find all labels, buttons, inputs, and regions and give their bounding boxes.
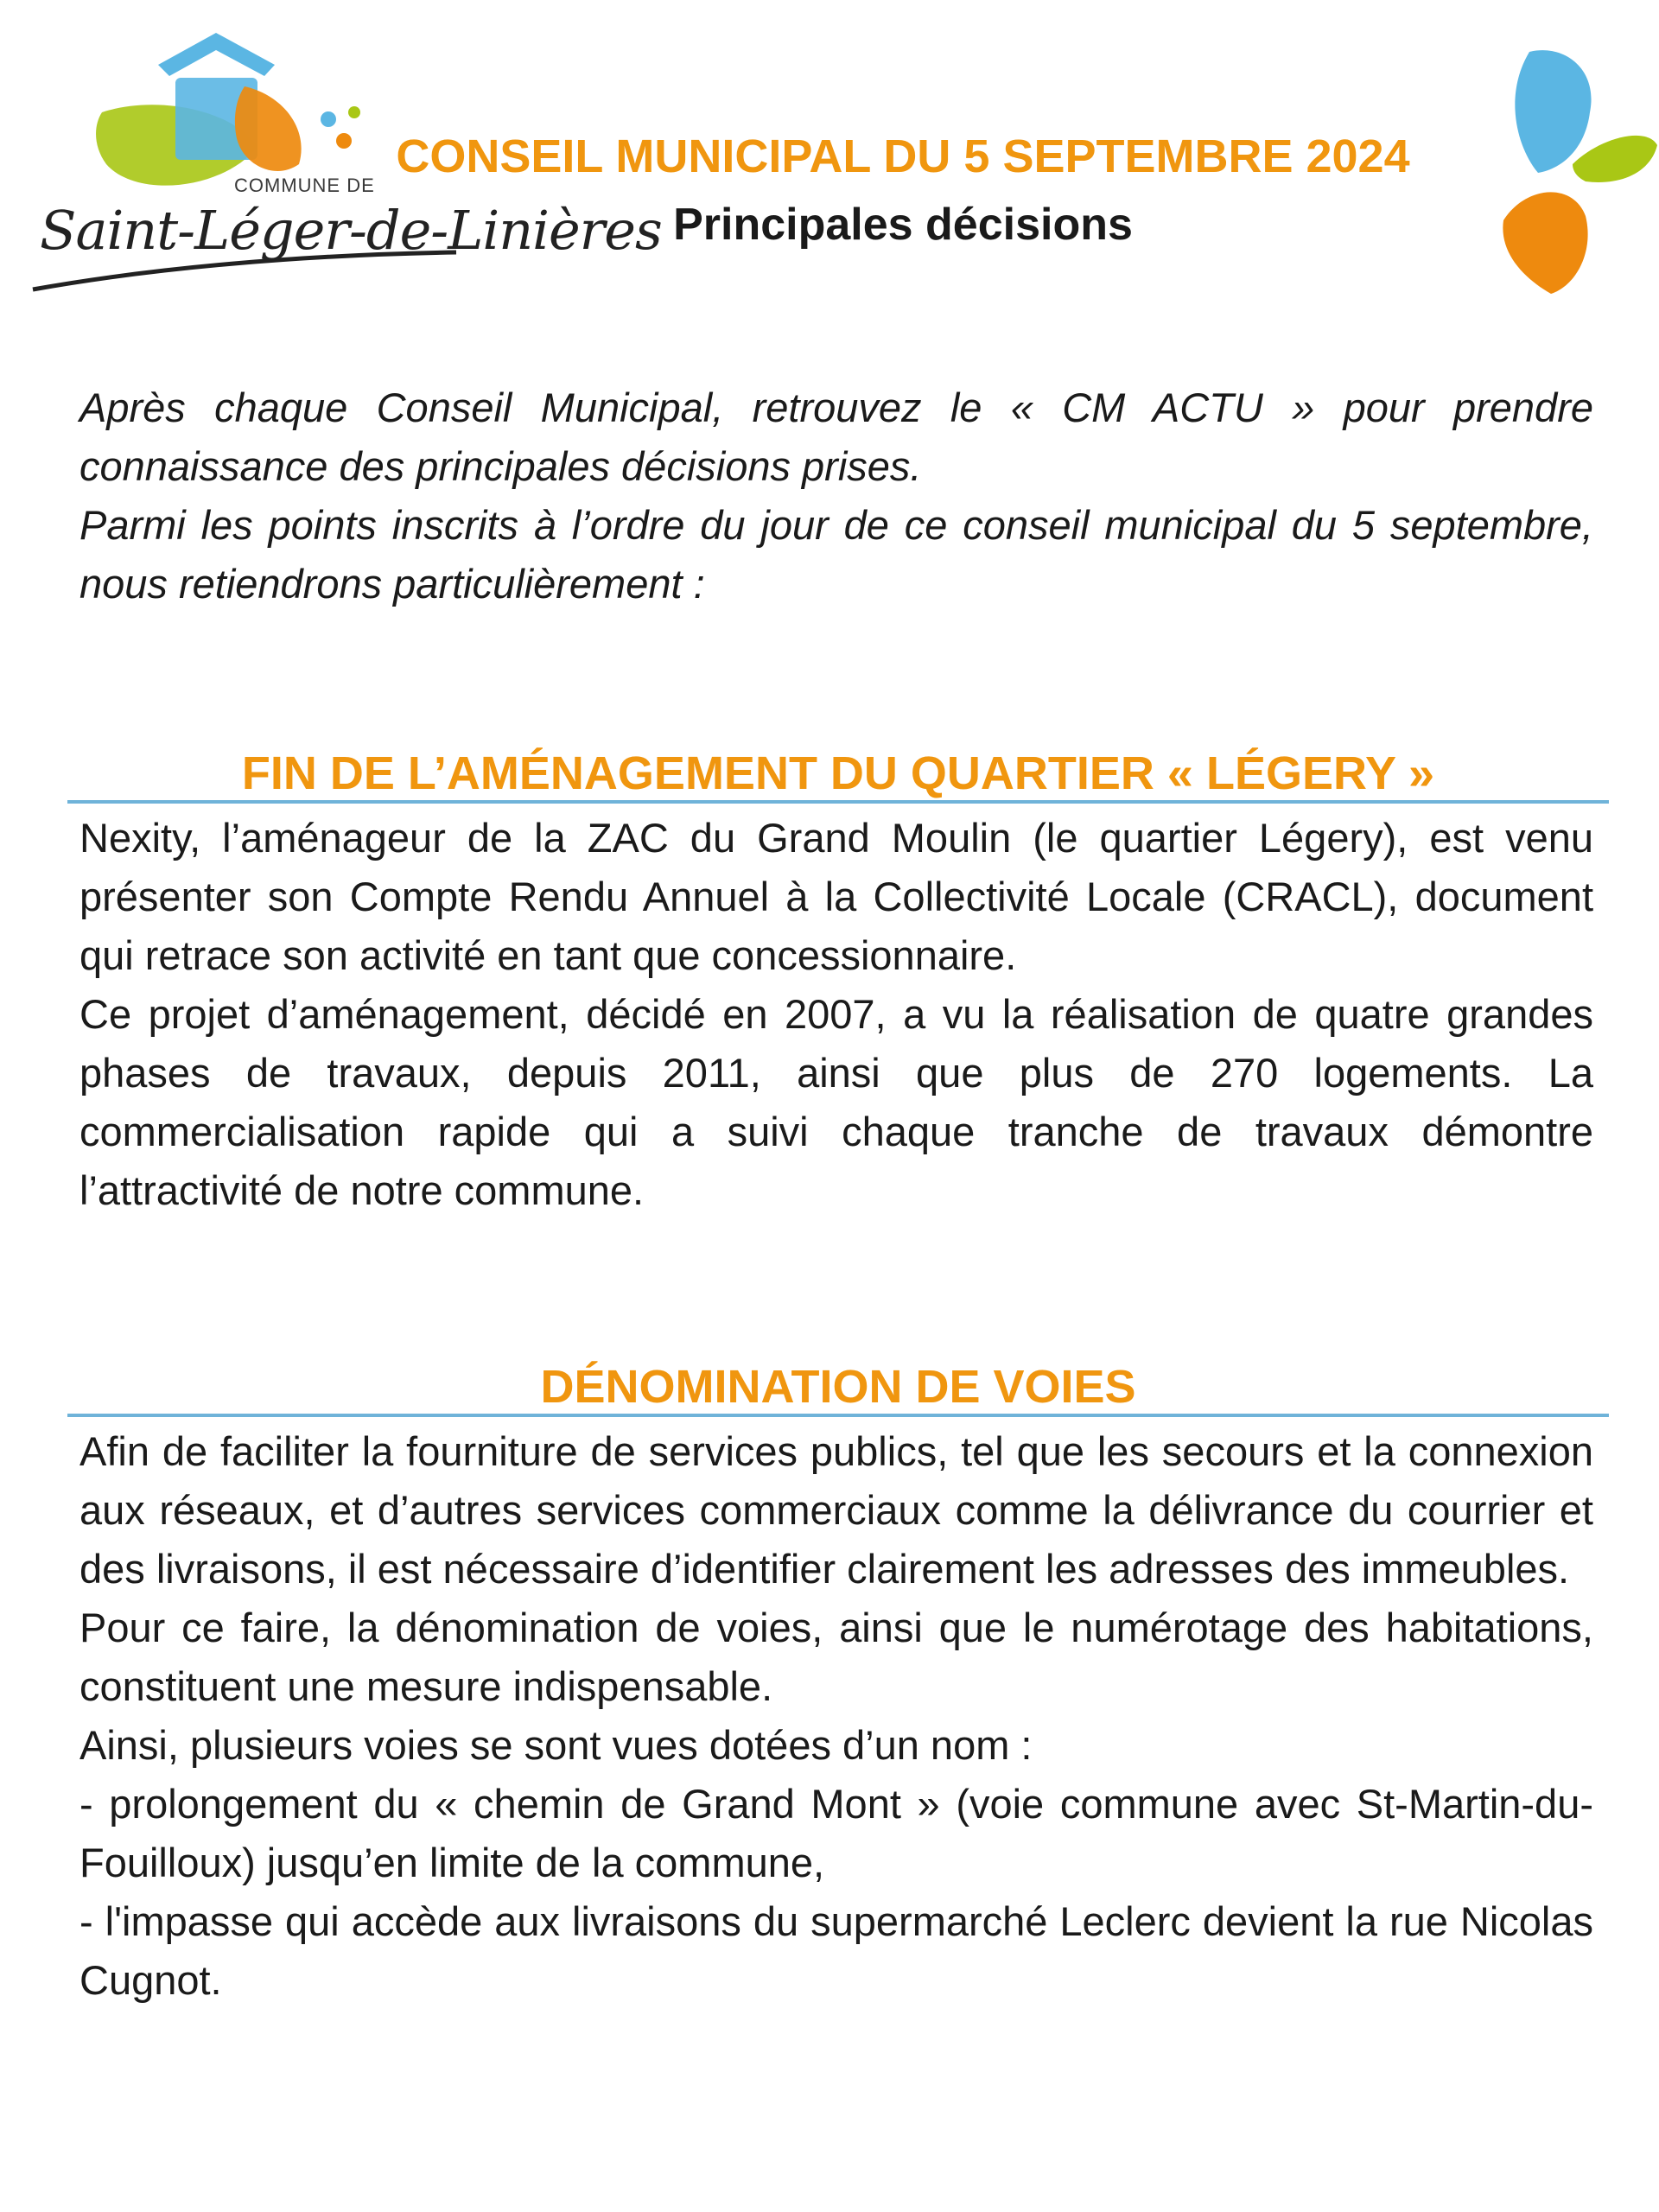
section-paragraph: Afin de faciliter la fourniture de services publics, tel que les secours et la connexion aux réseaux, et d’autres services commerciaux comme la délivrance du courrier et des livraisons, il est nécessaire d’identifier clairement les adresses des immeubles. [79, 1428, 1593, 1592]
intro-paragraph: Après chaque Conseil Municipal, retrouvez le « CM ACTU » pour prendre connaissance des principales décisions prises. [79, 385, 1593, 489]
section-paragraph: Ainsi, plusieurs voies se sont vues dotées d’un nom : [79, 1722, 1033, 1768]
decorative-drops [1434, 35, 1659, 311]
logo-commune-name: Saint-Léger-de-Linières [40, 199, 662, 262]
section-divider [67, 1414, 1609, 1417]
page-title: CONSEIL MUNICIPAL DU 5 SEPTEMBRE 2024 [396, 130, 1410, 182]
logo-commune-label: COMMUNE DE [234, 175, 375, 196]
intro-paragraph: Parmi les points inscrits à l’ordre du jour de ce conseil municipal du 5 septembre, nous retiendrons particulièrement : [79, 502, 1593, 607]
section-title-legery: FIN DE L’AMÉNAGEMENT DU QUARTIER « LÉGERY » [241, 747, 1435, 799]
section-paragraph: Ce projet d’aménagement, décidé en 2007, a vu la réalisation de quatre grandes phases de travaux, depuis 2011, ainsi que plus de 270 logements. La commercialisation rapide qui a suivi chaque tranche de travaux démontre l’attractivité de notre commune. [79, 991, 1593, 1213]
section-body-voies [79, 1422, 1593, 2010]
blue-drop-shape [1515, 50, 1591, 173]
house-roof-shape [158, 33, 275, 76]
section-paragraph: Nexity, l’aménageur de la ZAC du Grand Moulin (le quartier Légery), est venu présenter son Compte Rendu Annuel à la Collectivité Locale (CRACL), document qui retrace son activité en tant que concessionnaire. [79, 815, 1593, 978]
section-paragraph: Pour ce faire, la dénomination de voies, ainsi que le numérotage des habitations, constituent une mesure indispensable. [79, 1605, 1593, 1709]
drops-graphic [1434, 35, 1659, 311]
intro-text [79, 378, 1593, 613]
green-dot-shape [348, 106, 360, 118]
section-body-legery [79, 809, 1593, 1220]
section-divider [67, 800, 1609, 804]
orange-drop-shape-right [1503, 192, 1587, 294]
page-subtitle: Principales décisions [673, 200, 1133, 250]
section-paragraph: - l'impasse qui accède aux livraisons du supermarché Leclerc devient la rue Nicolas Cugnot. [79, 1898, 1593, 2003]
blue-dot-shape [321, 111, 336, 127]
green-drop-shape [1573, 136, 1657, 182]
section-paragraph: - prolongement du « chemin de Grand Mont » (voie commune avec St-Martin-du-Fouilloux) jusqu’en limite de la commune, [79, 1781, 1593, 1885]
section-title-voies: DÉNOMINATION DE VOIES [540, 1361, 1136, 1413]
